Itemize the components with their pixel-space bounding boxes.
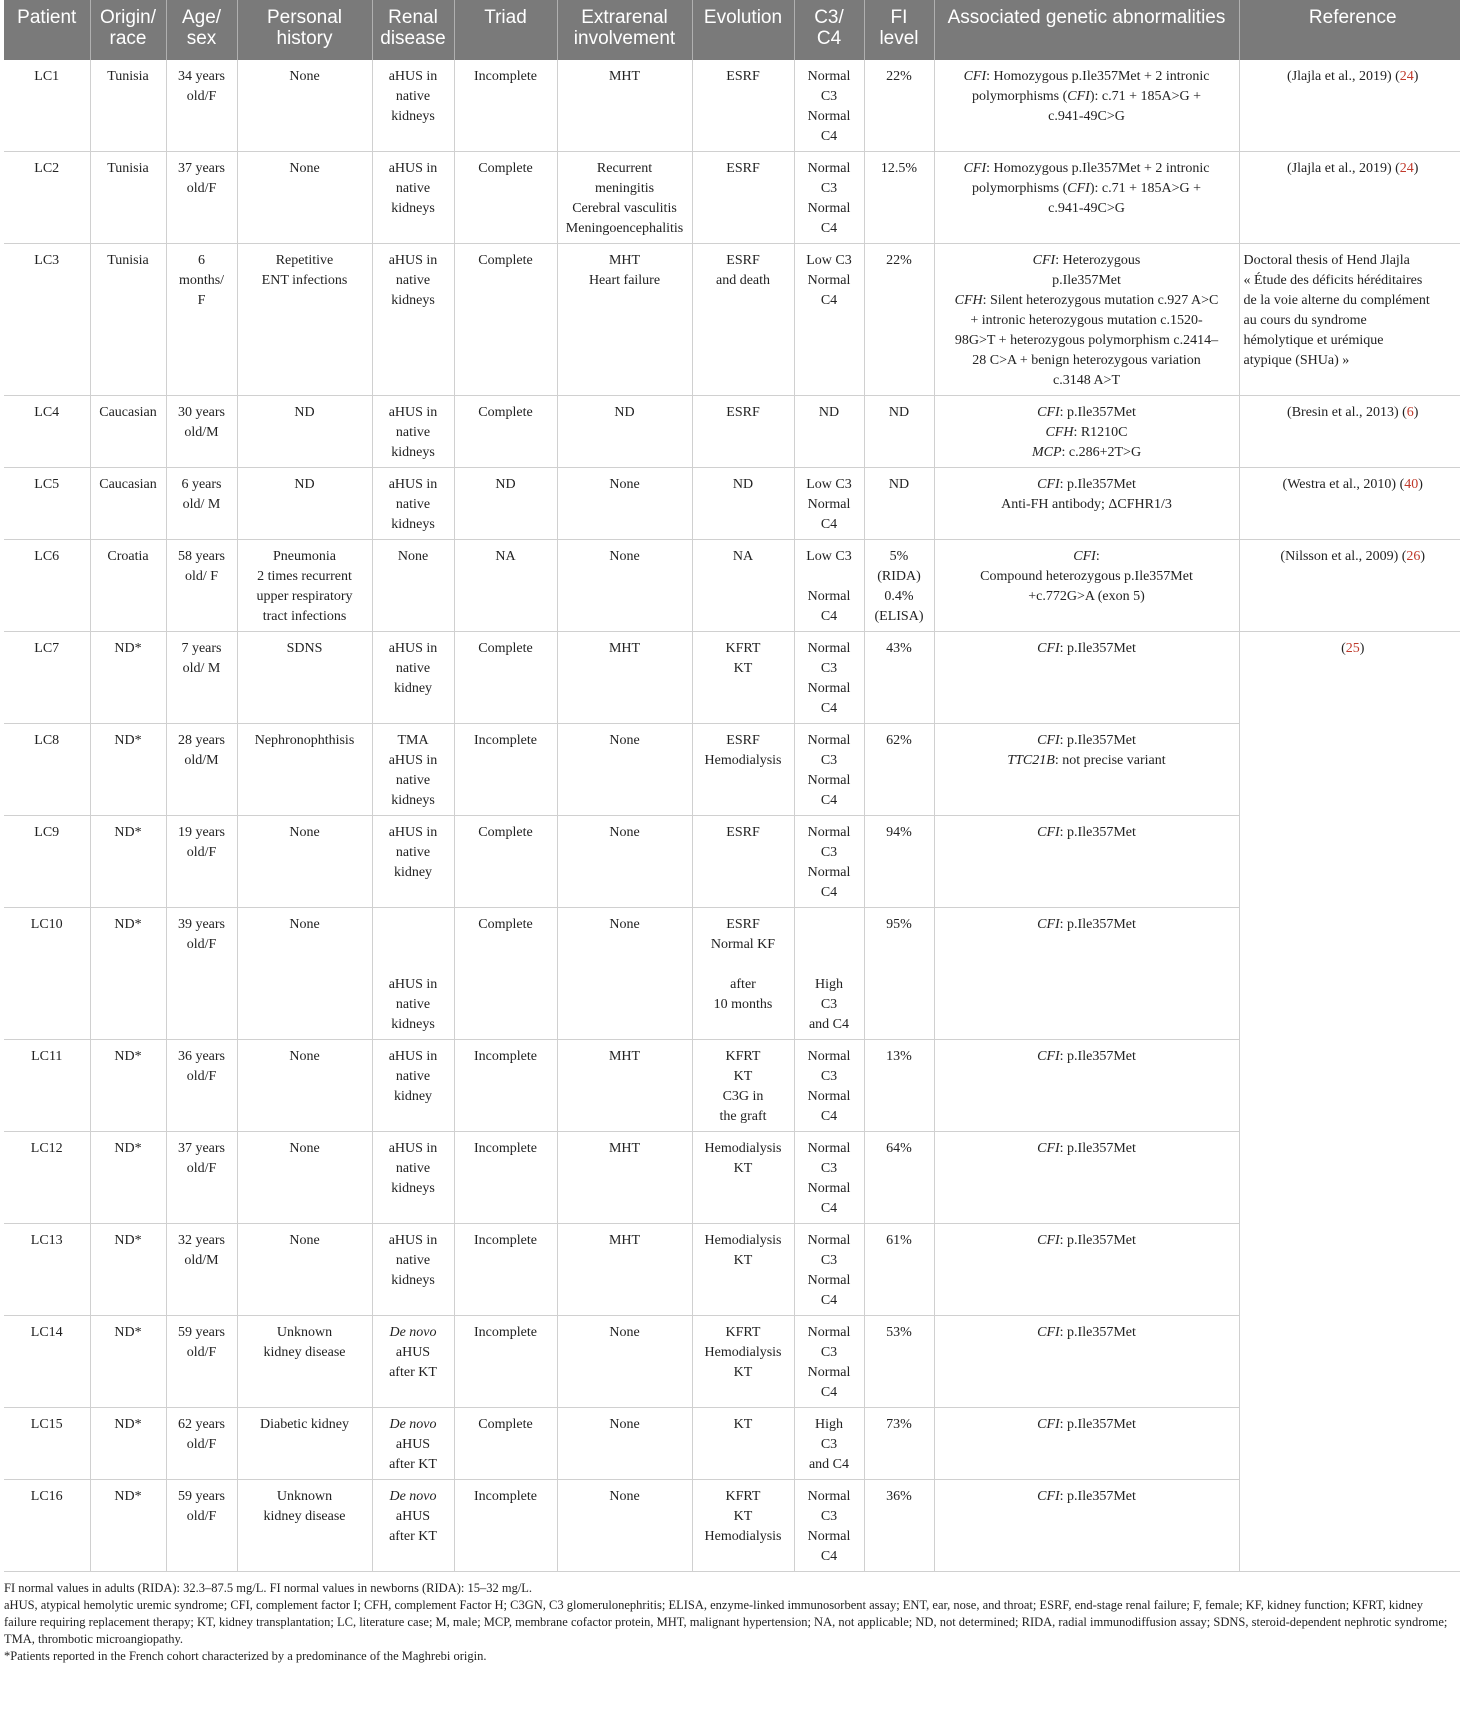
reference-text: ): [1413, 69, 1419, 84]
reference-citation-number: 40: [1404, 477, 1419, 492]
genetic-abnormalities-text: : Homozygous p.Ile357Met + 2 intronic polymorphisms (: [971, 161, 1210, 196]
age-sex-cell: 59 years old/F: [166, 1480, 237, 1572]
genetic-abnormalities-italic-term: CFI: [1037, 1325, 1060, 1340]
reference-text: (Nilsson et al., 2009) (: [1280, 549, 1407, 564]
reference-text: ): [1418, 477, 1423, 492]
extrarenal-involvement-cell: MHT: [557, 1224, 692, 1316]
renal-disease-cell: aHUS in native kidneys: [372, 60, 454, 152]
personal-history-cell: ND: [237, 468, 372, 540]
personal-history-cell: Nephronophthisis: [237, 724, 372, 816]
extrarenal-involvement-cell: MHT: [557, 1040, 692, 1132]
header-genetic-abnormalities: Associated genetic abnormalities: [934, 0, 1239, 60]
reference-citation-number: 6: [1406, 405, 1414, 420]
fi-level-cell: 73%: [864, 1408, 934, 1480]
evolution-cell: KFRT Hemodialysis KT: [692, 1316, 794, 1408]
personal-history-cell: None: [237, 1040, 372, 1132]
genetic-abnormalities-cell: [934, 1316, 1239, 1408]
genetic-abnormalities-cell: [934, 60, 1239, 152]
renal-disease-cell: aHUS in native kidneys: [372, 908, 454, 1040]
genetic-abnormalities-italic-term: CFI: [963, 69, 987, 84]
renal-disease-italic-term: De novo: [389, 1417, 437, 1432]
age-sex-cell: 37 years old/F: [166, 152, 237, 244]
evolution-cell: KT: [692, 1408, 794, 1480]
evolution-cell: KFRT KT: [692, 632, 794, 724]
patient-id-cell: LC1: [4, 60, 90, 152]
triad-cell: Complete: [454, 396, 557, 468]
genetic-abnormalities-text: : Homozygous p.Ile357Met + 2 intronic polymorphisms (: [971, 69, 1210, 104]
header-c3-c4: C3/ C4: [794, 0, 864, 60]
genetic-abnormalities-italic-term: CFH: [1045, 425, 1074, 440]
extrarenal-involvement-cell: ND: [557, 396, 692, 468]
genetic-abnormalities-italic-term: CFI: [1032, 253, 1056, 268]
evolution-cell: ESRF Normal KF after 10 months: [692, 908, 794, 1040]
genetic-abnormalities-cell: [934, 816, 1239, 908]
age-sex-cell: 39 years old/F: [166, 908, 237, 1040]
c3-c4-cell: Normal C3 Normal C4: [794, 1224, 864, 1316]
origin-race-cell: ND*: [90, 908, 166, 1040]
origin-race-cell: Tunisia: [90, 152, 166, 244]
fi-level-cell: 94%: [864, 816, 934, 908]
extrarenal-involvement-cell: MHT Heart failure: [557, 244, 692, 396]
extrarenal-involvement-cell: MHT: [557, 1132, 692, 1224]
patient-id-cell: LC12: [4, 1132, 90, 1224]
patient-id-cell: LC14: [4, 1316, 90, 1408]
patient-id-cell: LC4: [4, 396, 90, 468]
genetic-abnormalities-cell: [934, 540, 1239, 632]
origin-race-cell: Croatia: [90, 540, 166, 632]
origin-race-cell: ND*: [90, 1408, 166, 1480]
genetic-abnormalities-text: : c.286+2T>G: [1061, 445, 1142, 460]
genetic-abnormalities-italic-term: CFI: [1067, 89, 1090, 104]
reference-cell: [1239, 632, 1460, 1572]
genetic-abnormalities-text: : p.Ile357Met: [1059, 1325, 1136, 1340]
table-row: [4, 60, 1460, 152]
footnote-abbreviations: aHUS, atypical hemolytic uremic syndrome; CFI, complement factor I; CFH, complement Factor H; C3GN, C3 glomerulonephritis; ELISA, enzyme-linked immunosorbent assay; ENT, ear, nose, and throat; ESRF, end-stage renal failure; F, female; KF, kidney function; KFRT, kidney failure requiring replacement therapy; KT, kidney transplantation; LC, literature case; M, male; MCP, membrane cofactor protein, MHT, malignant hypertension; NA, not applicable; ND, not determined; RIDA, radial immunodiffusion assay; SDNS, steroid-dependent nephrotic syndrome; TMA, thrombotic microangiopathy.: [4, 1598, 1448, 1646]
genetic-abnormalities-text: : p.Ile357Met: [1059, 1049, 1136, 1064]
patient-id-cell: LC13: [4, 1224, 90, 1316]
genetic-abnormalities-text: : p.Ile357Met: [1059, 641, 1136, 656]
genetic-abnormalities-italic-term: CFI: [1037, 1049, 1060, 1064]
triad-cell: Incomplete: [454, 724, 557, 816]
genetic-abnormalities-text: : R1210C: [1073, 425, 1128, 440]
age-sex-cell: 62 years old/F: [166, 1408, 237, 1480]
triad-cell: Incomplete: [454, 1224, 557, 1316]
origin-race-cell: Caucasian: [90, 468, 166, 540]
c3-c4-cell: Low C3 Normal C4: [794, 244, 864, 396]
genetic-abnormalities-text: ): c.71 + 185A>G + c.941-49C>G: [1048, 89, 1202, 124]
renal-disease-cell: TMA aHUS in native kidneys: [372, 724, 454, 816]
genetic-abnormalities-cell: [934, 1408, 1239, 1480]
patient-id-cell: LC11: [4, 1040, 90, 1132]
origin-race-cell: ND*: [90, 1132, 166, 1224]
patient-id-cell: LC8: [4, 724, 90, 816]
genetic-abnormalities-text: ): c.71 + 185A>G + c.941-49C>G: [1048, 181, 1202, 216]
patient-id-cell: LC16: [4, 1480, 90, 1572]
genetic-abnormalities-italic-term: CFI: [1037, 1141, 1060, 1156]
genetic-abnormalities-cell: [934, 1224, 1239, 1316]
header-evolution: Evolution: [692, 0, 794, 60]
triad-cell: Incomplete: [454, 60, 557, 152]
genetic-abnormalities-italic-term: CFI: [963, 161, 987, 176]
origin-race-cell: ND*: [90, 1480, 166, 1572]
evolution-cell: Hemodialysis KT: [692, 1224, 794, 1316]
reference-cell: [1239, 540, 1460, 632]
renal-disease-cell: aHUS in native kidneys: [372, 1224, 454, 1316]
header-origin-race: Origin/ race: [90, 0, 166, 60]
reference-text: ): [1359, 641, 1365, 656]
c3-c4-cell: Low C3 Normal C4: [794, 468, 864, 540]
age-sex-cell: 37 years old/F: [166, 1132, 237, 1224]
age-sex-cell: 19 years old/F: [166, 816, 237, 908]
table-row: [4, 632, 1460, 724]
genetic-abnormalities-cell: [934, 244, 1239, 396]
origin-race-cell: ND*: [90, 816, 166, 908]
origin-race-cell: ND*: [90, 632, 166, 724]
triad-cell: Incomplete: [454, 1132, 557, 1224]
genetic-abnormalities-italic-term: CFI: [1037, 405, 1060, 420]
personal-history-cell: Repetitive ENT infections: [237, 244, 372, 396]
reference-cell: [1239, 60, 1460, 152]
age-sex-cell: 6 years old/ M: [166, 468, 237, 540]
reference-cell: [1239, 396, 1460, 468]
patient-id-cell: LC2: [4, 152, 90, 244]
header-age-sex: Age/ sex: [166, 0, 237, 60]
triad-cell: Complete: [454, 816, 557, 908]
reference-citation-number: 24: [1399, 69, 1414, 84]
renal-disease-text: aHUS after KT: [389, 1437, 437, 1472]
age-sex-cell: 34 years old/F: [166, 60, 237, 152]
genetic-abnormalities-italic-term: CFI: [1037, 825, 1060, 840]
genetic-abnormalities-text: : p.Ile357Met: [1059, 405, 1136, 420]
genetic-abnormalities-italic-term: CFI: [1067, 181, 1090, 196]
genetic-abnormalities-text: : Heterozygous p.Ile357Met: [1052, 253, 1141, 288]
origin-race-cell: ND*: [90, 1224, 166, 1316]
genetic-abnormalities-cell: [934, 152, 1239, 244]
patient-id-cell: LC7: [4, 632, 90, 724]
genetic-abnormalities-text: : p.Ile357Met: [1059, 1233, 1136, 1248]
renal-disease-text: aHUS after KT: [389, 1509, 437, 1544]
header-fi-level: FI level: [864, 0, 934, 60]
fi-level-cell: 36%: [864, 1480, 934, 1572]
renal-disease-cell: [372, 1316, 454, 1408]
genetic-abnormalities-text: : p.Ile357Met: [1059, 733, 1136, 748]
genetic-abnormalities-text: : p.Ile357Met: [1059, 1489, 1136, 1504]
personal-history-cell: ND: [237, 396, 372, 468]
fi-level-cell: ND: [864, 468, 934, 540]
triad-cell: ND: [454, 468, 557, 540]
header-renal-disease: Renal disease: [372, 0, 454, 60]
extrarenal-involvement-cell: None: [557, 540, 692, 632]
evolution-cell: ESRF Hemodialysis: [692, 724, 794, 816]
age-sex-cell: 36 years old/F: [166, 1040, 237, 1132]
fi-level-cell: ND: [864, 396, 934, 468]
renal-disease-cell: aHUS in native kidneys: [372, 396, 454, 468]
patients-table: [4, 0, 1460, 1572]
extrarenal-involvement-cell: Recurrent meningitis Cerebral vasculitis Meningoencephalitis: [557, 152, 692, 244]
renal-disease-text: aHUS after KT: [389, 1345, 437, 1380]
genetic-abnormalities-cell: [934, 724, 1239, 816]
renal-disease-cell: [372, 1480, 454, 1572]
personal-history-cell: None: [237, 908, 372, 1040]
evolution-cell: ESRF: [692, 396, 794, 468]
personal-history-cell: Unknown kidney disease: [237, 1316, 372, 1408]
c3-c4-cell: High C3 and C4: [794, 908, 864, 1040]
extrarenal-involvement-cell: MHT: [557, 632, 692, 724]
c3-c4-cell: Normal C3 Normal C4: [794, 816, 864, 908]
origin-race-cell: ND*: [90, 1316, 166, 1408]
extrarenal-involvement-cell: None: [557, 724, 692, 816]
personal-history-cell: SDNS: [237, 632, 372, 724]
genetic-abnormalities-text: : not precise variant: [1054, 753, 1166, 768]
table-row: [4, 152, 1460, 244]
c3-c4-cell: High C3 and C4: [794, 1408, 864, 1480]
evolution-cell: ND: [692, 468, 794, 540]
personal-history-cell: None: [237, 816, 372, 908]
genetic-abnormalities-italic-term: CFI: [1037, 641, 1060, 656]
extrarenal-involvement-cell: None: [557, 816, 692, 908]
patient-id-cell: LC5: [4, 468, 90, 540]
reference-text: (: [1341, 641, 1346, 656]
genetic-abnormalities-italic-term: TTC21B: [1007, 753, 1055, 768]
evolution-cell: KFRT KT C3G in the graft: [692, 1040, 794, 1132]
genetic-abnormalities-italic-term: CFI: [1037, 477, 1060, 492]
evolution-cell: ESRF and death: [692, 244, 794, 396]
reference-text: (Jlajla et al., 2019) (: [1287, 161, 1400, 176]
reference-citation-number: 25: [1345, 641, 1360, 656]
extrarenal-involvement-cell: None: [557, 908, 692, 1040]
table-row: [4, 244, 1460, 396]
footnote-asterisk: *Patients reported in the French cohort characterized by a predominance of the Maghrebi origin.: [4, 1649, 487, 1663]
fi-level-cell: 13%: [864, 1040, 934, 1132]
table-footnotes: [4, 1580, 1456, 1665]
genetic-abnormalities-text: : Silent heterozygous mutation c.927 A>C + intronic heterozygous mutation c.1520- 98G>T + heterozygous polymorphism c.2414– 28 C>A + benign heterozygous variation c.3148 A>T: [954, 293, 1219, 388]
genetic-abnormalities-cell: [934, 1132, 1239, 1224]
table-header-row: [4, 0, 1460, 60]
patient-id-cell: LC10: [4, 908, 90, 1040]
c3-c4-cell: Normal C3 Normal C4: [794, 60, 864, 152]
age-sex-cell: 32 years old/M: [166, 1224, 237, 1316]
fi-level-cell: 5% (RIDA) 0.4% (ELISA): [864, 540, 934, 632]
triad-cell: Incomplete: [454, 1316, 557, 1408]
genetic-abnormalities-cell: [934, 468, 1239, 540]
fi-level-cell: 61%: [864, 1224, 934, 1316]
genetic-abnormalities-text: : p.Ile357Met Anti-FH antibody; ΔCFHR1/3: [1001, 477, 1172, 512]
genetic-abnormalities-italic-term: CFI: [1037, 1233, 1060, 1248]
table-row: [4, 396, 1460, 468]
genetic-abnormalities-text: : p.Ile357Met: [1059, 917, 1136, 932]
triad-cell: Complete: [454, 908, 557, 1040]
patient-id-cell: LC3: [4, 244, 90, 396]
renal-disease-cell: None: [372, 540, 454, 632]
renal-disease-cell: aHUS in native kidney: [372, 1040, 454, 1132]
genetic-abnormalities-cell: [934, 396, 1239, 468]
fi-level-cell: 64%: [864, 1132, 934, 1224]
c3-c4-cell: Normal C3 Normal C4: [794, 724, 864, 816]
fi-level-cell: 22%: [864, 244, 934, 396]
extrarenal-involvement-cell: None: [557, 1480, 692, 1572]
fi-level-cell: 62%: [864, 724, 934, 816]
header-patient: Patient: [4, 0, 90, 60]
c3-c4-cell: Normal C3 Normal C4: [794, 1316, 864, 1408]
extrarenal-involvement-cell: None: [557, 468, 692, 540]
renal-disease-italic-term: De novo: [389, 1489, 437, 1504]
fi-level-cell: 43%: [864, 632, 934, 724]
age-sex-cell: 7 years old/ M: [166, 632, 237, 724]
table-page: [4, 0, 1456, 1665]
header-triad: Triad: [454, 0, 557, 60]
reference-text: ): [1413, 161, 1419, 176]
header-extrarenal-involvement: Extrarenal involvement: [557, 0, 692, 60]
genetic-abnormalities-italic-term: CFI: [1073, 549, 1096, 564]
c3-c4-cell: Normal C3 Normal C4: [794, 632, 864, 724]
header-reference: Reference: [1239, 0, 1460, 60]
personal-history-cell: None: [237, 1132, 372, 1224]
reference-citation-number: 24: [1399, 161, 1414, 176]
table-row: [4, 468, 1460, 540]
renal-disease-cell: aHUS in native kidney: [372, 632, 454, 724]
genetic-abnormalities-italic-term: CFI: [1037, 733, 1060, 748]
c3-c4-cell: Normal C3 Normal C4: [794, 1132, 864, 1224]
triad-cell: NA: [454, 540, 557, 632]
origin-race-cell: ND*: [90, 724, 166, 816]
evolution-cell: ESRF: [692, 152, 794, 244]
genetic-abnormalities-cell: [934, 908, 1239, 1040]
reference-cell: [1239, 152, 1460, 244]
reference-text: ): [1413, 405, 1419, 420]
renal-disease-cell: aHUS in native kidneys: [372, 468, 454, 540]
reference-text: (Bresin et al., 2013) (: [1287, 405, 1407, 420]
genetic-abnormalities-italic-term: CFI: [1037, 1417, 1060, 1432]
personal-history-cell: Diabetic kidney: [237, 1408, 372, 1480]
patient-id-cell: LC15: [4, 1408, 90, 1480]
origin-race-cell: Tunisia: [90, 60, 166, 152]
reference-cell: [1239, 468, 1460, 540]
extrarenal-involvement-cell: None: [557, 1408, 692, 1480]
genetic-abnormalities-cell: [934, 632, 1239, 724]
footnote-fi-normal-values: FI normal values in adults (RIDA): 32.3–87.5 mg/L. FI normal values in newborns (RIDA): 15–32 mg/L.: [4, 1581, 533, 1595]
fi-level-cell: 12.5%: [864, 152, 934, 244]
origin-race-cell: ND*: [90, 1040, 166, 1132]
renal-disease-cell: [372, 1408, 454, 1480]
personal-history-cell: Unknown kidney disease: [237, 1480, 372, 1572]
reference-citation-number: 26: [1406, 549, 1421, 564]
c3-c4-cell: Low C3 Normal C4: [794, 540, 864, 632]
triad-cell: Incomplete: [454, 1040, 557, 1132]
triad-cell: Incomplete: [454, 1480, 557, 1572]
patient-id-cell: LC9: [4, 816, 90, 908]
genetic-abnormalities-italic-term: CFI: [1037, 917, 1060, 932]
renal-disease-italic-term: De novo: [389, 1325, 437, 1340]
c3-c4-cell: Normal C3 Normal C4: [794, 1480, 864, 1572]
table-row: [4, 540, 1460, 632]
genetic-abnormalities-italic-term: MCP: [1031, 445, 1062, 460]
genetic-abnormalities-italic-term: CFI: [1037, 1489, 1060, 1504]
genetic-abnormalities-cell: [934, 1040, 1239, 1132]
extrarenal-involvement-cell: MHT: [557, 60, 692, 152]
genetic-abnormalities-cell: [934, 1480, 1239, 1572]
triad-cell: Complete: [454, 632, 557, 724]
renal-disease-cell: aHUS in native kidneys: [372, 1132, 454, 1224]
age-sex-cell: 58 years old/ F: [166, 540, 237, 632]
header-personal-history: Personal history: [237, 0, 372, 60]
c3-c4-cell: ND: [794, 396, 864, 468]
patient-id-cell: LC6: [4, 540, 90, 632]
reference-text: ): [1420, 549, 1426, 564]
evolution-cell: KFRT KT Hemodialysis: [692, 1480, 794, 1572]
triad-cell: Complete: [454, 244, 557, 396]
fi-level-cell: 95%: [864, 908, 934, 1040]
triad-cell: Complete: [454, 1408, 557, 1480]
evolution-cell: NA: [692, 540, 794, 632]
evolution-cell: ESRF: [692, 60, 794, 152]
genetic-abnormalities-italic-term: CFH: [954, 293, 983, 308]
fi-level-cell: 53%: [864, 1316, 934, 1408]
origin-race-cell: Caucasian: [90, 396, 166, 468]
age-sex-cell: 59 years old/F: [166, 1316, 237, 1408]
c3-c4-cell: Normal C3 Normal C4: [794, 152, 864, 244]
genetic-abnormalities-text: : p.Ile357Met: [1059, 825, 1136, 840]
reference-cell: [1239, 244, 1460, 396]
renal-disease-cell: aHUS in native kidney: [372, 816, 454, 908]
fi-level-cell: 22%: [864, 60, 934, 152]
reference-text: (Westra et al., 2010) (: [1282, 477, 1405, 492]
renal-disease-cell: aHUS in native kidneys: [372, 152, 454, 244]
personal-history-cell: None: [237, 60, 372, 152]
genetic-abnormalities-text: : p.Ile357Met: [1059, 1417, 1136, 1432]
personal-history-cell: Pneumonia 2 times recurrent upper respiratory tract infections: [237, 540, 372, 632]
renal-disease-cell: aHUS in native kidneys: [372, 244, 454, 396]
table-body: [4, 60, 1460, 1572]
evolution-cell: ESRF: [692, 816, 794, 908]
personal-history-cell: None: [237, 152, 372, 244]
reference-text: (Jlajla et al., 2019) (: [1287, 69, 1400, 84]
c3-c4-cell: Normal C3 Normal C4: [794, 1040, 864, 1132]
genetic-abnormalities-text: : p.Ile357Met: [1059, 1141, 1136, 1156]
extrarenal-involvement-cell: None: [557, 1316, 692, 1408]
personal-history-cell: None: [237, 1224, 372, 1316]
genetic-abnormalities-text: : Compound heterozygous p.Ile357Met +c.772G>A (exon 5): [980, 549, 1193, 604]
age-sex-cell: 6 months/ F: [166, 244, 237, 396]
origin-race-cell: Tunisia: [90, 244, 166, 396]
age-sex-cell: 28 years old/M: [166, 724, 237, 816]
reference-text: Doctoral thesis of Hend Jlajla « Étude des déficits héréditaires de la voie alterne du complément au cours du syndrome hémolytique et urémique atypique (SHUa) »: [1243, 253, 1430, 368]
evolution-cell: Hemodialysis KT: [692, 1132, 794, 1224]
triad-cell: Complete: [454, 152, 557, 244]
age-sex-cell: 30 years old/M: [166, 396, 237, 468]
